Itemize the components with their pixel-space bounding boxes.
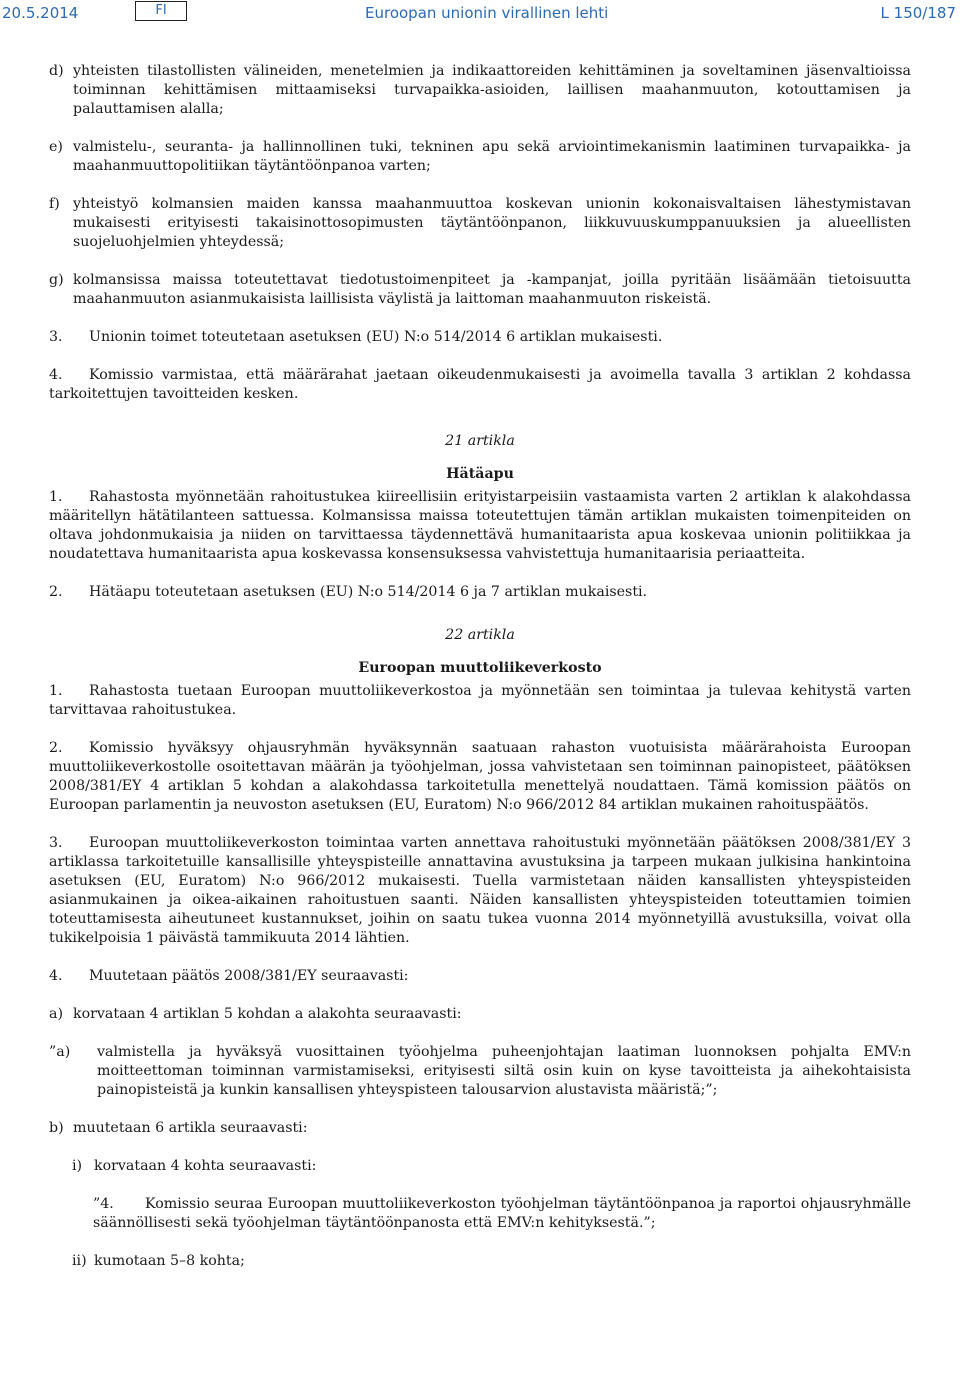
paragraph-text: Komissio hyväksyy ohjausryhmän hyväksynnän saatuaan rahaston vuotuisista määrärahoista Euroopan muuttoliikeverkostolle osoitettavan määrän ja työohjelman, jossa vahvistetaan sen toiminnan painopisteet, päätöksen 2008/381/EY 4 artiklan 5 kohdan a alakohdassa tarkoitetulla menettelyä noudattaen. Tämä komission päätös on Euroopan parlamentin ja neuvoston asetuksen (EU, Euratom) N:o 966/2012 84 artiklan mukainen rahoituspäätös. [49,740,911,813]
item-text: korvataan 4 kohta seuraavasti: [94,1158,317,1174]
item-text: kumotaan 5–8 kohta; [94,1253,245,1269]
paragraph-text: Rahastosta myönnetään rahoitustukea kiireellisiin erityistarpeisiin vastaamista varten 2 artiklan k alakohdassa määritellyn hätätilanteen sattuessa. Kolmansissa maissa toteutettujen tämän artiklan mukaisten toimenpiteiden on oltava johdonmukaisia ja niiden on tarvittaessa täydennettävä humanitaarista apua koskevaa unionin politiikkaa ja noudatettava humanitaarista apua koskevassa konsensuksessa vahvistettuja humanitaarisia periaatteita. [49,489,911,562]
paragraph-number: 4. [49,968,63,984]
paragraph-number: 1. [49,683,63,699]
publication-date: 20.5.2014 [2,4,79,22]
item-text: yhteisten tilastollisten välineiden, menetelmien ja indikaattoreiden kehittäminen ja soveltaminen jäsenvaltioissa toiminnan kehittämisen mittaamiseksi turvapaikka-asioiden, laillisen maahanmuuton, kotouttamisen ja palauttamisen alalla; [73,63,911,117]
article-22-number: 22 artikla [445,627,515,643]
list-item-f [49,195,911,252]
paragraph-text: Hätäapu toteutetaan asetuksen (EU) N:o 514/2014 6 ja 7 artiklan mukaisesti. [89,584,648,600]
item-text: yhteistyö kolmansien maiden kanssa maahanmuuttoa koskevan unionin kokonaisvaltaisen lähestymistavan mukaisesti erityisesti takaisinottosopimusten täytäntöönpanon, liikkuvuuskumppanuuksien ja alueellisten suojeluohjelmien yhteydessä; [73,196,911,250]
paragraph-3 [49,328,911,347]
list-item-d [49,62,911,119]
article-21-number: 21 artikla [445,433,515,449]
journal-title: Euroopan unionin virallinen lehti [365,4,609,22]
list-item-e [49,138,911,176]
item-text: valmistella ja hyväksyä vuosittainen työohjelma puheenjohtajan laatiman luonnoksen pohjalta EMV:n moitteettoman toiminnan varmistamiseksi, erityisesti siltä osin kuin on kyse tavoitteista ja aihekohtaisista painopisteistä ja kunkin kansallisen yhteyspisteen talousarvion alustavista määristä;”; [97,1044,911,1098]
item-text: kolmansissa maissa toteutettavat tiedotustoimenpiteet ja -kampanjat, joilla pyritään lisäämään tietoisuutta maahanmuuton asianmukaisista laillisista väylistä ja laittoman maahanmuuton riskeistä. [73,272,911,307]
article-22-paragraph-4 [49,967,911,986]
item-text: muutetaan 6 artikla seuraavasti: [73,1120,308,1136]
article-21-paragraph-2 [49,583,911,602]
article-22-heading: Euroopan muuttoliikeverkosto [358,660,602,676]
page-header [0,0,960,26]
item-label: e) [49,139,63,155]
sub-item-i [49,1157,911,1176]
sub-item-ii [49,1252,911,1271]
amendment-item-b [49,1119,911,1138]
paragraph-text: Komissio varmistaa, että määrärahat jaetaan oikeudenmukaisesti ja avoimella tavalla 3 artiklan 2 kohdassa tarkoitettujen tavoitteiden kesken. [49,367,911,402]
paragraph-number: 4. [49,367,63,383]
article-22-paragraph-1 [49,682,911,720]
item-label: f) [49,196,60,212]
item-label: b) [49,1120,64,1136]
paragraph-number: 2. [49,740,63,756]
paragraph-text: Euroopan muuttoliikeverkoston toimintaa varten annettava rahoitustuki myönnetään päätöksen 2008/381/EY 3 artiklassa tarkoitetuille kansallisille yhteyspisteille annattavina avustuksina ja tarpeen mukaan julkisina hankintoina asetuksen (EU, Euratom) N:o 966/2012 mukaisesti. Tuella varmistetaan näiden kansallisten yhteyspisteiden asianmukainen ja oikea-aikainen rahoitustuen saanti. Näiden kansallisten yhteyspisteiden toteuttamien toimien toteuttamisesta aiheutuneet kustannukset, joihin on saatu tukea vuonna 2014 myönnetyillä avustuksilla, voivat olla tukikelpoisia 1 päivästä tammikuuta 2014 lähtien. [49,835,911,946]
article-22-paragraph-3 [49,834,911,948]
paragraph-text: Muutetaan päätös 2008/381/EY seuraavasti: [89,968,409,984]
article-21-heading: Hätäapu [446,466,514,482]
document-body [49,62,911,1271]
paragraph-number: 3. [49,329,63,345]
paragraph-text: Unionin toimet toteutetaan asetuksen (EU) N:o 514/2014 6 artiklan mukaisesti. [89,329,663,345]
amendment-item-a [49,1005,911,1024]
paragraph-number: ”4. [93,1196,114,1212]
list-item-g [49,271,911,309]
article-21-paragraph-1 [49,488,911,564]
paragraph-number: 1. [49,489,63,505]
item-label: i) [72,1158,83,1174]
item-label: d) [49,63,64,79]
paragraph-4 [49,366,911,404]
item-text: korvataan 4 artiklan 5 kohdan a alakohta seuraavasti: [73,1006,462,1022]
item-text: valmistelu-, seuranta- ja hallinnollinen tuki, tekninen apu sekä arviointimekanismin laatiminen turvapaikka- ja maahanmuuttopolitiikan täytäntöönpanoa varten; [73,139,911,174]
paragraph-number: 2. [49,584,63,600]
item-label: ”a) [49,1044,71,1060]
item-label: ii) [72,1253,87,1269]
paragraph-number: 3. [49,835,63,851]
quoted-item-a [49,1043,911,1100]
language-badge: FI [135,1,187,21]
paragraph-text: Komissio seuraa Euroopan muuttoliikeverkoston työohjelman täytäntöönpanoa ja raportoi ohjausryhmälle säännöllisesti sekä työohjelman täytäntöönpanosta että EMV:n kehityksestä.”; [93,1196,911,1231]
item-label: a) [49,1006,63,1022]
article-22-paragraph-2 [49,739,911,815]
item-label: g) [49,272,64,288]
quoted-paragraph-4 [49,1195,911,1233]
paragraph-text: Rahastosta tuetaan Euroopan muuttoliikeverkostoa ja myönnetään sen toimintaa ja tulevaa kehitystä varten tarvittavaa rahoitustukea. [49,683,911,718]
page-number: L 150/187 [880,4,956,22]
